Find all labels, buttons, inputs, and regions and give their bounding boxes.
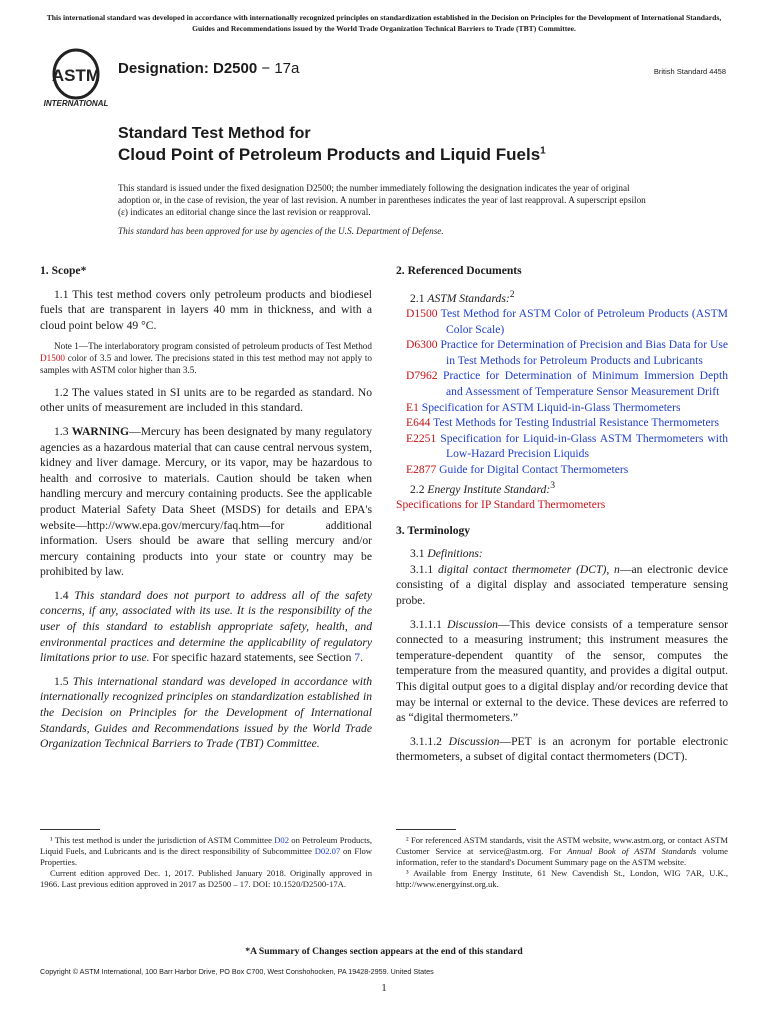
footnote-mark[interactable]: 2 [509,288,515,300]
ref-code[interactable]: D1500 [406,307,438,321]
ref-item [406,415,728,431]
note-1 [40,341,372,376]
ref-title[interactable]: Test Methods for Testing Industrial Resistance Thermometers [430,416,719,430]
para-3-1-1 [396,562,728,609]
discussion-text: —This device consists of a temperature sensor connected to a measuring instrument; this instrument measures the temperature-dependent quantity of the sensor, computes the temperature from the measured quantity, and provides a digital output. This digital output goes to a digital display and/or recording device that may be internal or external to the device. These devices are referred to as “digital thermometers.” [396,617,728,725]
para-number: 2.2 [410,482,428,496]
ref-code[interactable]: E2877 [406,462,437,476]
footnotes-left [40,835,372,890]
scope-heading: 1. Scope* [40,264,87,277]
designation-label: Designation: D2500 [118,60,258,77]
referenced-heading: 2. Referenced Documents [396,264,522,277]
note-text: Note 1—The interlaboratory program consisted of petroleum products of Test Method [54,341,372,352]
ref-title[interactable]: Guide for Digital Contact Thermometers [436,462,629,476]
footnote-text: volume information, refer to the standard's Document Summary page on the ASTM website. [396,846,728,867]
discussion-label: Discussion [448,734,500,748]
para-1-1: 1.1 This test method covers only petroleum products and biodiesel fuels that are transparent in layers 40 mm in thickness, and with a cloud point below 49 °C. [40,287,372,332]
note-text-end: color of 3.5 and lower. The precisions stated in this test method may not apply to samples with ASTM color higher than 3.5. [40,353,372,375]
right-column [396,263,728,773]
footnotes-right [396,835,728,890]
tbt-statement: This international standard was developed in accordance with internationally recognized principles on standardization established in the Decision on Principles for the Development of International Standards, Guides and Recommendations issued by the World Trade Organization Technical Barriers to Trade (TBT) Committee. [40,674,372,751]
para-number: 3.1 [410,547,428,561]
ref-list [396,306,728,478]
footnote-text: on Petroleum Products, Liquid Fuels, and Lubricants and is the direct responsibility of Subcommittee [40,835,372,856]
para-3-1-1-2 [396,734,728,765]
footnote-1 [40,835,372,868]
para-2-1 [396,287,728,306]
footnote-rule-left [40,829,100,830]
british-standard: British Standard 4458 [653,67,726,76]
warning-label: WARNING [71,424,130,438]
footnote-1-edition: Current edition approved Dec. 1, 2017. Published January 2018. Originally approved in 1966. Last previous edition approved in 2017 as D2500 – 17. DOI: 10.1520/D2500-17A. [40,868,372,889]
svg-text:ASTM: ASTM [51,66,101,85]
dod-approval: This standard has been approved for use by agencies of the U.S. Department of Defense. [118,226,444,236]
ref-code[interactable]: E644 [406,416,431,430]
title-line-1: Standard Test Method for [118,125,311,142]
para-number: 3.1.1.2 [410,734,449,748]
para-number: 1.3 [54,424,72,438]
ref-code[interactable]: D6300 [406,338,438,352]
top-notice: This international standard was developed in accordance with internationally recognized principles on standardization established in the Decision on Principles for the Development of International Standards, Guides and Recommendations issued by the World Trade Organization Technical Barriers to Trade (TBT) Committee. [46,13,722,33]
ref-title[interactable]: Practice for Determination of Minimum Immersion Depth and Assessment of Temperature Sensor Measurement Drift [437,369,728,399]
title-footnote-mark[interactable]: 1 [540,145,546,157]
para-3-1-1-1 [396,617,728,726]
ref-item [406,462,728,478]
para-1-4 [40,588,372,666]
footnote-text: ² For referenced ASTM standards, visit the ASTM website, www.astm.org, or contact ASTM Customer Service at service@astm.org. For [396,835,728,856]
terminology-heading: 3. Terminology [396,523,471,537]
summary-note: *A Summary of Changes section appears at the end of this standard [245,946,523,957]
footnote-text: on Flow Properties. [40,846,372,867]
link-section-7[interactable]: 7 [354,651,361,665]
discussion-label: Discussion [447,617,498,631]
link-committee-d02[interactable]: D02 [274,835,289,845]
ref-title[interactable]: Specification for Liquid-in-Glass ASTM Thermometers with Low-Hazard Precision Liquids [436,431,728,461]
para-number: 3.1.1.1 [410,617,448,631]
definitions-label: Definitions: [427,547,483,561]
ref-code[interactable]: E1 [406,400,419,414]
safety-statement: This standard does not purport to address all of the safety concerns, if any, associated with its use. It is the responsibility of the user of this standard to establish appropriate safety, health, and environmental practices and determine the applicability of regulatory limitations prior to use. [40,588,373,665]
ref-title[interactable]: Specification for ASTM Liquid-in-Glass Thermometers [418,400,681,414]
para-2-2 [396,478,728,497]
title-line-2 [118,145,546,165]
logo-text: INTERNATIONAL [43,99,109,108]
astm-international-logo [40,48,112,108]
footnote-text: ¹ This test method is under the jurisdiction of ASTM Committee [50,835,275,845]
left-column [40,263,372,760]
ref-code[interactable]: E2251 [406,431,437,445]
ref-title[interactable]: Test Method for ASTM Color of Petroleum Products (ASTM Color Scale) [437,307,728,336]
ref-item [406,368,728,399]
link-d1500[interactable]: D1500 [40,353,66,364]
page-number: 1 [381,982,387,994]
para-1-3 [40,424,372,580]
ref-item [406,400,728,416]
annual-book-title: Annual Book of ASTM Standards [567,846,697,856]
designation [118,60,299,77]
ref-item [406,306,728,337]
designation-version: − 17a [257,60,300,77]
discussion-text: —PET is an acronym for portable electronic thermometers, a subset of digital contact thermometers (DCT). [396,734,728,764]
hazard-text: For specific hazard statements, see Section [149,651,355,665]
ei-standard-label: Energy Institute Standard: [427,482,551,496]
footnote-3: ³ Available from Energy Institute, 61 New Cavendish St., London, WIG 7AR, U.K., http://www.energyinst.org.uk. [396,868,728,889]
title-text: Cloud Point of Petroleum Products and Liquid Fuels [118,145,541,164]
footnote-rule-right [396,829,456,830]
definition: —an electronic device consisting of a digital display and associated temperature sensing probe. [396,562,728,607]
period: . [360,651,363,665]
ip-spec-link[interactable]: Specifications for IP Standard Thermometers [396,498,606,512]
astm-standards-label: ASTM Standards: [427,291,510,305]
footnote-mark[interactable]: 3 [550,479,556,491]
para-3-1 [396,546,728,562]
issued-statement: This standard is issued under the fixed designation D2500; the number immediately following the designation indicates the year of original adoption or, in the case of revision, the year of last revision. A number in parentheses indicates the year of last reapproval. A superscript epsilon (ε) indicates an editorial change since the last revision or reapproval. [118,183,646,217]
footnote-2 [396,835,728,868]
para-number: 3.1.1 [410,562,438,576]
para-1-5 [40,674,372,752]
para-number: 1.5 [54,674,73,688]
para-1-2: 1.2 The values stated in SI units are to be regarded as standard. No other units of measurement are included in this standard. [40,385,372,415]
ref-title[interactable]: Practice for Determination of Precision and Bias Data for Use in Test Methods for Petroleum Products and Lubricants [437,338,728,367]
term: digital contact thermometer (DCT), n [438,562,620,576]
ref-item [406,337,728,368]
ref-code[interactable]: D7962 [406,369,438,383]
copyright: Copyright © ASTM International, 100 Barr Harbor Drive, PO Box C700, West Conshohocken, PA 19428-2959. United States [40,967,434,976]
para-number: 1.4 [54,588,75,602]
para-number: 2.1 [410,291,428,305]
ref-item [406,431,728,462]
link-subcommittee[interactable]: D02.07 [314,846,341,856]
warning-text: —Mercury has been designated by many regulatory agencies as a hazardous material that can cause central nervous system, kidney and liver damage. Mercury, or its vapor, may be hazardous to health and corrosive to materials. Caution should be taken when handling mercury and mercury containing products. See the applicable product Material Safety Data Sheet (MSDS) for details and EPA's website—http://www.epa.gov/mercury/faq.htm—for additional information. Users should be aware that selling mercury and/or mercury containing products into your state or country may be prohibited by law. [40,424,372,579]
